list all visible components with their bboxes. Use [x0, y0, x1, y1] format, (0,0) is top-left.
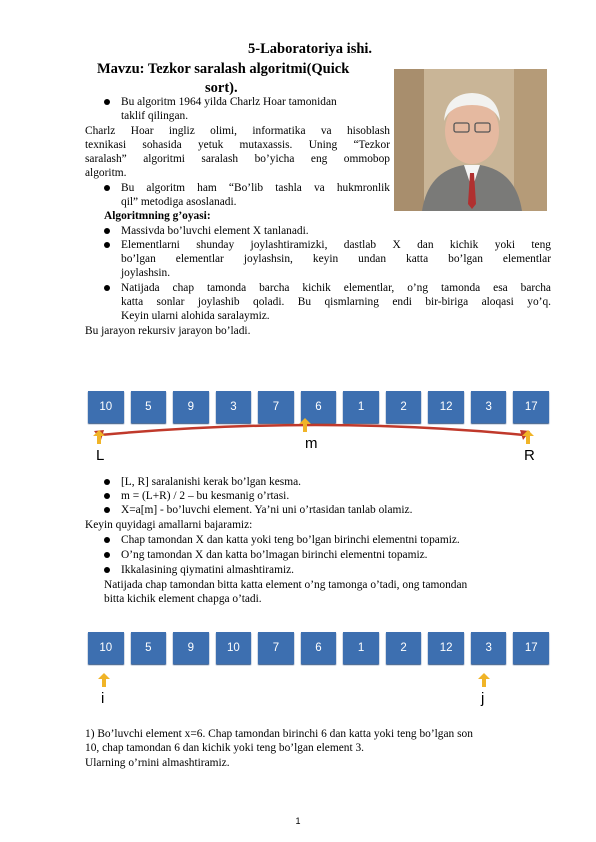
idea-heading: Algoritmning g’oyasi:: [104, 210, 211, 222]
idea-bullet2-line3: joylashsin.: [121, 267, 171, 279]
intro-bullet1-line1: Bu algoritm 1964 yilda Charlz Hoar tamonidan: [121, 96, 337, 108]
bullet-dot: [104, 507, 110, 513]
label-m: m: [305, 435, 318, 452]
array2-cell: 9: [173, 632, 209, 664]
bullet-dot: [104, 185, 110, 191]
recursive-note: Bu jarayon rekursiv jarayon bo’ladi.: [85, 325, 251, 337]
array2-cell: 7: [258, 632, 294, 664]
actions-intro: Keyin quyidagi amallarni bajaramiz:: [85, 519, 253, 531]
mid-arrow-icon: [299, 418, 311, 432]
example-line3: Ularning o’rnini almashtiramiz.: [85, 757, 230, 769]
list2-bullet3: X=a[m] - bo’luvchi element. Ya’ni uni o’rtasidan tanlab olamiz.: [121, 504, 413, 516]
list2-bullet1: [L, R] saralanishi kerak bo’lgan kesma.: [121, 476, 301, 488]
range-curve: [88, 387, 549, 465]
array1-cell: 5: [131, 391, 167, 423]
label-j: j: [481, 690, 485, 707]
idea-bullet3-line3: Keyin ularni alohida saralaymiz.: [121, 310, 270, 322]
idea-bullet3-line1: Natijada chap tamonda barcha kichik elementlar, o’ng tamonda esa barcha: [121, 282, 551, 294]
array1-cell: 3: [216, 391, 252, 423]
label-r: R: [524, 447, 535, 464]
array1-cell: 3: [471, 391, 507, 423]
intro-para-line4: algoritm.: [85, 167, 127, 179]
example-line1: 1) Bo’luvchi element x=6. Chap tamondan birinchi 6 dan katta yoki teng bo’lgan son: [85, 728, 473, 740]
array2-cell: 17: [513, 632, 549, 664]
array2-cell: 6: [301, 632, 337, 664]
intro-bullet2-line2: qil” metodiga asoslanadi.: [121, 196, 237, 208]
action-3: Ikkalasining qiymatini almashtiramiz.: [121, 564, 295, 576]
list2-bullet2: m = (L+R) / 2 – bu kesmanig o’rtasi.: [121, 490, 290, 502]
right-arrow-icon: [522, 430, 534, 444]
topic-title-line1: Mavzu: Tezkor saralash algoritmi(Quick: [97, 61, 350, 77]
array2-cell: 5: [131, 632, 167, 664]
bullet-dot: [104, 242, 110, 248]
topic-title-line2: sort).: [205, 80, 238, 96]
i-arrow-icon: [98, 673, 110, 687]
array2-cell: 1: [343, 632, 379, 664]
idea-bullet2-line1: Elementlarni shunday joylashtiramizki, dastlab X dan kichik yoki teng: [121, 239, 551, 251]
array2-cell: 3: [471, 632, 507, 664]
result-line1: Natijada chap tamondan bitta katta element o’ng tamonga o’tadi, ong tamondan: [104, 579, 468, 591]
j-arrow-icon: [478, 673, 490, 687]
bullet-dot: [104, 493, 110, 499]
result-line2: bitta kichik element chapga o’tadi.: [104, 593, 262, 605]
bullet-dot: [104, 99, 110, 105]
array1-cell: 12: [428, 391, 464, 423]
array1-cell: 17: [513, 391, 549, 423]
lab-title: 5-Laboratoriya ishi.: [248, 41, 373, 57]
action-2: O’ng tamondan X dan katta bo’lmagan birinchi elementni topamiz.: [121, 549, 428, 561]
label-l: L: [96, 447, 105, 464]
example-line2: 10, chap tamondan 6 dan kichik yoki teng bo’lgan element 3.: [85, 742, 364, 754]
bullet-dot: [104, 552, 110, 558]
intro-bullet2-line1: Bu algoritm ham “Bo’lib tashla va hukmronlik: [121, 182, 390, 194]
array2-cell: 2: [386, 632, 422, 664]
array1-cell: 10: [88, 391, 124, 423]
intro-para-line3: saralash” algoritmi saralash bo’yicha eng ommobop: [85, 153, 390, 165]
action-1: Chap tamondan X dan katta yoki teng bo’lgan birinchi elementni topamiz.: [121, 534, 460, 546]
array-diagram-2: [88, 628, 549, 706]
bullet-dot: [104, 537, 110, 543]
array1-cell: 2: [386, 391, 422, 423]
idea-bullet1: Massivda bo’luvchi element X tanlanadi.: [121, 225, 309, 237]
bullet-dot: [104, 228, 110, 234]
array1-cell: 7: [258, 391, 294, 423]
array1-cell: 9: [173, 391, 209, 423]
bullet-dot: [104, 285, 110, 291]
array2-cell: 12: [428, 632, 464, 664]
left-arrow-icon: [93, 430, 105, 444]
array2-cell: 10: [88, 632, 124, 664]
portrait-photo: [394, 69, 547, 211]
bullet-dot: [104, 479, 110, 485]
intro-para-line2: texnikasi sohasida yetuk mutaxassis. Uning “Tezkor: [85, 139, 390, 151]
array1-cell: 6: [301, 391, 337, 423]
intro-bullet1-line2: taklif qilingan.: [121, 110, 189, 122]
array-diagram-1: [88, 387, 549, 465]
page-number: 1: [295, 816, 301, 826]
bullet-dot: [104, 567, 110, 573]
array2-cell: 10: [216, 632, 252, 664]
array1-cell: 1: [343, 391, 379, 423]
intro-para-line1: Charlz Hoar ingliz olimi, informatika va hisoblash: [85, 125, 390, 137]
label-i: i: [101, 690, 105, 707]
idea-bullet3-line2: katta sonlar joylashib qoladi. Bu qismlarning endi bir-biriga aloqasi yo’q.: [121, 296, 551, 308]
idea-bullet2-line2: bo’lgan elementlar joylashsin, keyin undan katta bo’lgan elementlar: [121, 253, 551, 265]
